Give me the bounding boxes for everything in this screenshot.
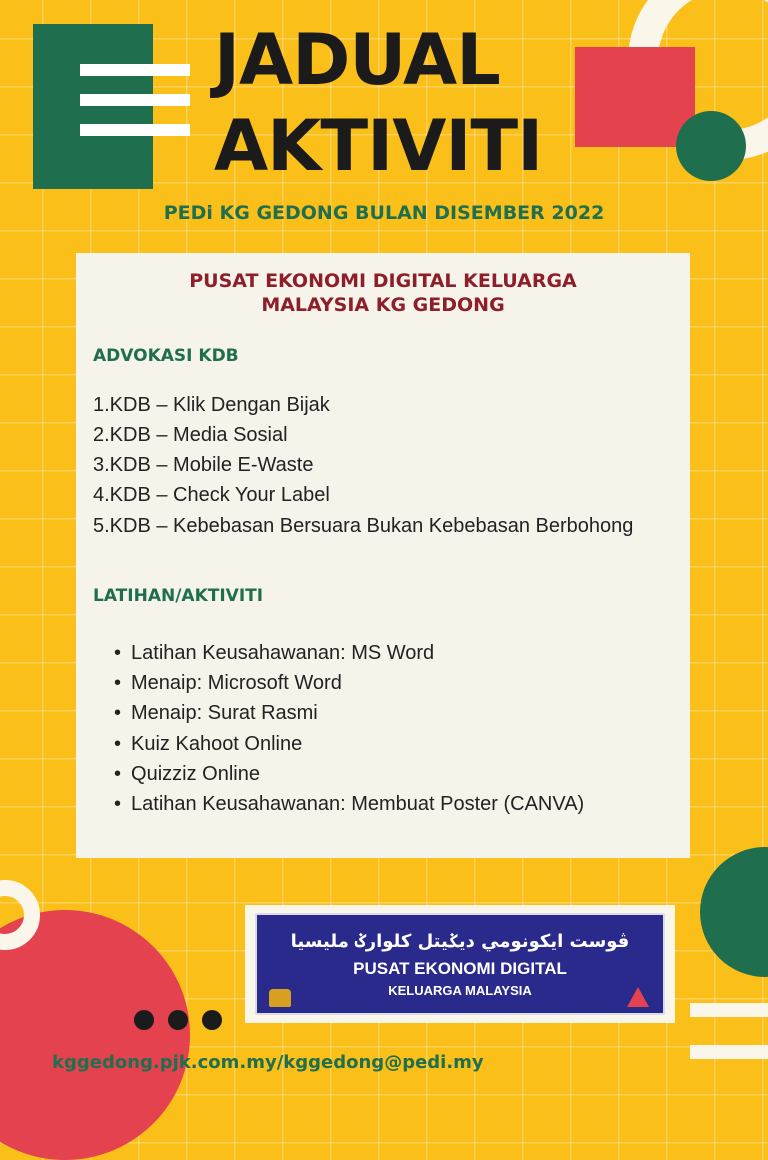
advokasi-item: 3.KDB – Mobile E-Waste (93, 454, 314, 476)
malaysia-crest-icon (269, 989, 291, 1007)
banner-title: PUSAT EKONOMI DIGITAL (353, 959, 567, 978)
latihan-item: • Quizziz Online (114, 763, 260, 786)
decorative-line (80, 94, 190, 106)
latihan-item: • Latihan Keusahawanan: MS Word (114, 642, 434, 665)
card-heading-line-1: PUSAT EKONOMI DIGITAL KELUARGA (189, 270, 577, 292)
title-line-2: AKTIVITI (214, 105, 543, 187)
pedi-logo-banner (245, 905, 675, 1023)
decorative-green-block (33, 24, 153, 189)
decorative-line (80, 64, 190, 76)
decorative-green-circle-top (676, 111, 746, 181)
subtitle: PEDi KG GEDONG BULAN DISEMBER 2022 (163, 202, 605, 224)
content-card (76, 253, 690, 858)
footer-contact: kggedong.pjk.com.my/kggedong@pedi.my (52, 1052, 484, 1073)
advokasi-item: 2.KDB – Media Sosial (93, 424, 288, 446)
banner-subtitle: KELUARGA MALAYSIA (388, 983, 532, 998)
latihan-item: • Kuiz Kahoot Online (114, 733, 302, 756)
mcmc-logo-icon (627, 987, 649, 1007)
decorative-line (80, 124, 190, 136)
advokasi-item: 5.KDB – Kebebasan Bersuara Bukan Kebebasan Berbohong (93, 515, 634, 537)
advokasi-item: 4.KDB – Check Your Label (93, 484, 330, 506)
latihan-item: • Menaip: Surat Rasmi (114, 702, 318, 725)
title-line-1: JADUAL (214, 19, 500, 101)
decorative-line (690, 1003, 768, 1017)
latihan-item: • Latihan Keusahawanan: Membuat Poster (CANVA) (114, 793, 584, 816)
decorative-dot (134, 1010, 154, 1030)
banner-jawi-text: ڤوست ايکونومي ديݢيتل کلوارݢ مليسيا (290, 931, 630, 952)
latihan-item: • Menaip: Microsoft Word (114, 672, 342, 695)
advokasi-item: 1.KDB – Klik Dengan Bijak (93, 394, 330, 416)
advokasi-section-title: ADVOKASI KDB (93, 346, 239, 366)
latihan-section-title: LATIHAN/AKTIVITI (93, 586, 264, 606)
card-heading (76, 269, 690, 317)
decorative-red-arc (0, 910, 190, 1160)
decorative-line (690, 1045, 768, 1059)
card-heading-line-2: MALAYSIA KG GEDONG (261, 294, 505, 316)
decorative-dot (202, 1010, 222, 1030)
decorative-green-circle-bottom (700, 847, 768, 977)
pedi-logo-panel (255, 913, 665, 1015)
decorative-dot (168, 1010, 188, 1030)
